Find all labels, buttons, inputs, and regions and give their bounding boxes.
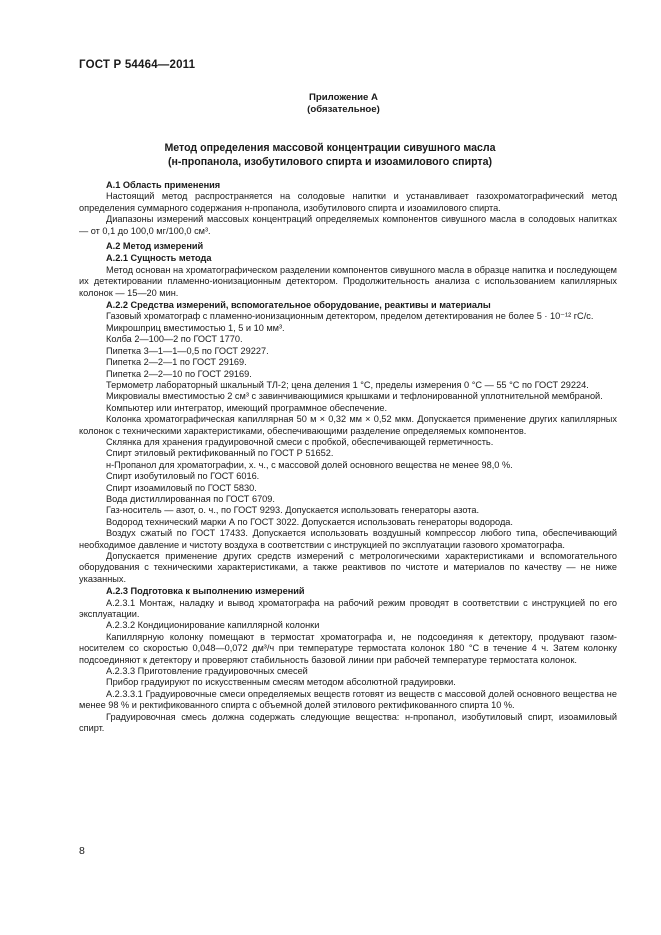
section-heading: А.1 Область применения: [106, 180, 221, 190]
spacer: [79, 237, 617, 240]
method-title-line-2: (н-пропанола, изобутилового спирта и изоамилового спирта): [167, 156, 493, 168]
paragraph: Термометр лабораторный шкальный ТЛ-2; цена деления 1 °С, пределы измерения 0 °С — 55 °С по ГОСТ 29224.: [106, 379, 589, 390]
paragraph: Метод основан на хроматографическом разделении компонентов сивушного масла в образце напитка и последующем их детектировании пламенно-ионизационным детектором. Продолжительность анализа с использованием капиллярных колонок — 15—20 мин.: [79, 264, 617, 298]
method-title-line-1: Метод определения массовой концентрации сивушного масла: [164, 142, 496, 154]
paragraph: Колонка хроматографическая капиллярная 50 м × 0,32 мм × 0,52 мкм. Допускается применение других капиллярных колонок с техническими характеристиками, обеспечивающими разделение определяемых компонентов.: [79, 414, 617, 436]
paragraph: Капиллярную колонку помещают в термостат хроматографа и, не подсоединяя к детектору, продувают газом-носителем со скоростью 0,048—0,072 дм³/ч при температуре термостата колонок 180 °С в течение 4 ч. Затем колонку подсоединяют к детектору и проверяют стабильность базовой линии при рабочей температуре термостата колонок.: [79, 631, 617, 665]
paragraph: Газовый хроматограф с пламенно-ионизационным детектором, пределом детектирования не более 5 · 10⁻¹² гС/с.: [106, 311, 594, 322]
paragraph: А.2.3.2 Кондиционирование капиллярной колонки: [106, 620, 320, 631]
paragraph: А.2.3.3.1 Градуировочные смеси определяемых веществ готовят из веществ с массовой долей основного вещества не менее 98 % и ректификованного спирта с объемной долей этилового ректификованного спирта 10 %.: [79, 688, 617, 711]
paragraph: Спирт изоамиловый по ГОСТ 5830.: [106, 482, 257, 493]
paragraph: Колба 2—100—2 по ГОСТ 1770.: [106, 334, 243, 345]
paragraph: Градуировочная смесь должна содержать следующие вещества: н-пропанол, изобутиловый спирт, изоамиловый спирт.: [79, 711, 617, 734]
paragraph: Микрошприц вместимостью 1, 5 и 10 мм³.: [106, 322, 285, 333]
paragraph: Воздух сжатый по ГОСТ 17433. Допускается использовать воздушный компрессор любого типа, обеспечивающий необходимое давление и чистоту воздуха в соответствии с инструкцией по эксплуатации газового хроматографа.: [79, 528, 617, 550]
paragraph: Микровиалы вместимостью 2 см³ с завинчивающимися крышками и тефлонированной уплотнительной мембраной.: [106, 391, 603, 402]
page-number: 8: [79, 845, 85, 857]
document-code: ГОСТ Р 54464—2011: [79, 59, 196, 71]
document-body: [79, 180, 617, 735]
paragraph: Пипетка 2—2—10 по ГОСТ 29169.: [106, 368, 252, 379]
paragraph: Водород технический марки А по ГОСТ 3022. Допускается использовать генераторы водорода.: [106, 516, 513, 527]
appendix-label: Приложение А: [309, 92, 378, 103]
section-heading: А.2.2 Средства измерений, вспомогательное оборудование, реактивы и материалы: [106, 300, 491, 311]
paragraph: Газ-носитель — азот, о. ч., по ГОСТ 9293. Допускается использовать генераторы азота.: [106, 505, 480, 516]
section-heading: А.2.1 Сущность метода: [106, 253, 212, 264]
paragraph: Настоящий метод распространяется на солодовые напитки и устанавливает газохроматографический метод определения суммарного содержания н-пропанола, изобутилового спирта и изоамилового спирта.: [79, 191, 617, 213]
section-heading: А.2.3 Подготовка к выполнению измерений: [106, 586, 305, 597]
paragraph: А.2.3.3 Приготовление градуировочных смесей: [106, 666, 308, 677]
paragraph: Спирт этиловый ректификованный по ГОСТ Р 51652.: [106, 448, 334, 459]
section-heading: А.2 Метод измерений: [106, 241, 204, 252]
paragraph: Вода дистиллированная по ГОСТ 6709.: [106, 493, 275, 504]
paragraph: Прибор градуируют по искусственным смесям методом абсолютной градуировки.: [106, 677, 456, 688]
method-title: [120, 141, 540, 169]
paragraph: Допускается применение других средств измерений с метрологическими характеристиками и вспомогательного оборудования с техническими характеристиками, а также реактивов по чистоте и материалов по качеству — не ниже указанных.: [79, 551, 617, 584]
paragraph: Пипетка 2—2—1 по ГОСТ 29169.: [106, 357, 247, 368]
appendix-heading: [0, 92, 661, 116]
paragraph: Диапазоны измерений массовых концентраций определяемых компонентов сивушного масла в солодовых напитках — от 0,1 до 100,0 мг/100,0 см³.: [79, 214, 617, 236]
paragraph: А.2.3.1 Монтаж, наладку и вывод хроматографа на рабочий режим проводят в соответствии с инструкцией по его эксплуатации.: [79, 597, 617, 620]
paragraph: н-Пропанол для хроматографии, х. ч., с массовой долей основного вещества не менее 98,0 %.: [106, 459, 513, 470]
paragraph: Пипетка 3—1—1—0,5 по ГОСТ 29227.: [106, 345, 269, 356]
paragraph: Компьютер или интегратор, имеющий программное обеспечение.: [106, 402, 388, 413]
paragraph: Склянка для хранения градуировочной смеси с пробкой, обеспечивающей герметичность.: [106, 436, 494, 447]
appendix-status: (обязательное): [307, 104, 380, 115]
paragraph: Спирт изобутиловый по ГОСТ 6016.: [106, 471, 260, 482]
